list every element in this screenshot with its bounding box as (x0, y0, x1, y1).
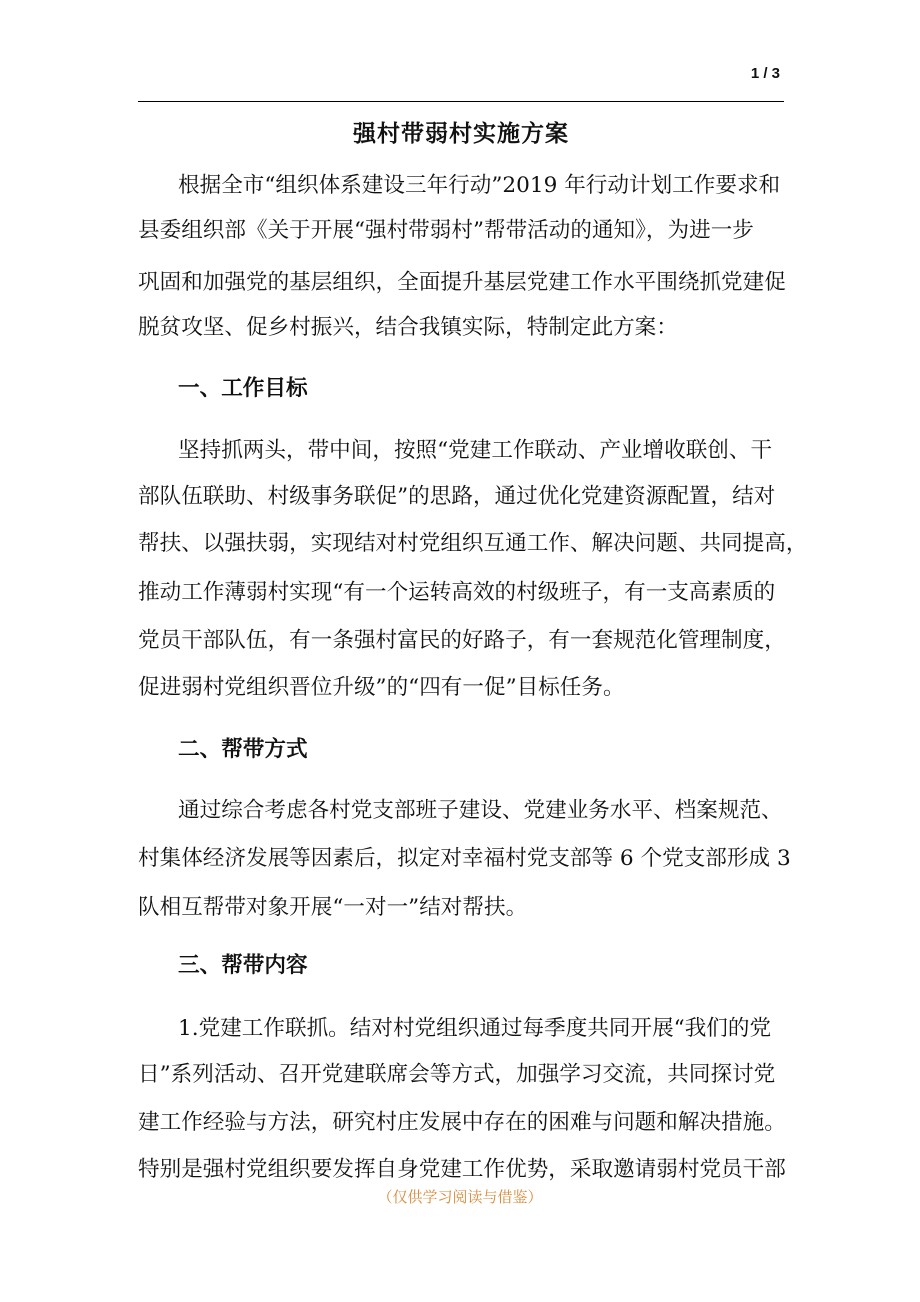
section-heading: 三、帮带内容 (178, 953, 308, 978)
section-line: 日”系列活动、召开党建联席会等方式，加强学习交流，共同探讨党 (138, 1062, 776, 1087)
section-line: 通过综合考虑各村党支部班子建设、党建业务水平、档案规范、 (178, 798, 783, 823)
footer-note: （仅供学习阅读与借鉴） (377, 1188, 543, 1206)
intro-line: 根据全市“组织体系建设三年行动”2019 年行动计划工作要求和 (178, 173, 781, 198)
section-line: 建工作经验与方法，研究村庄发展中存在的困难与问题和解决措施。 (138, 1110, 786, 1135)
section-heading: 一、工作目标 (178, 376, 308, 401)
section-line: 1.党建工作联抓。结对村党组织通过每季度共同开展“我们的党 (178, 1016, 772, 1041)
section-line: 党员干部队伍，有一条强村富民的好路子，有一套规范化管理制度， (138, 628, 786, 653)
section-line: 部队伍联助、村级事务联促”的思路，通过优化党建资源配置，结对 (138, 484, 776, 509)
document-title: 强村带弱村实施方案 (353, 120, 569, 147)
section-line: 帮扶、以强扶弱，实现结对村党组织互通工作、解决问题、共同提高， (138, 531, 808, 556)
header-rule (138, 101, 784, 102)
section-heading: 二、帮带方式 (178, 737, 308, 762)
intro-line: 脱贫攻坚、促乡村振兴，结合我镇实际，特制定此方案： (138, 315, 678, 340)
section-line: 特别是强村党组织要发挥自身党建工作优势，采取邀请弱村党员干部 (138, 1157, 786, 1182)
section-line: 推动工作薄弱村实现“有一个运转高效的村级班子，有一支高素质的 (138, 580, 776, 605)
section-line: 队相互帮带对象开展“一对一”结对帮扶。 (138, 895, 528, 920)
section-line: 促进弱村党组织晋位升级”的“四有一促”目标任务。 (138, 675, 625, 700)
intro-line: 县委组织部《关于开展“强村带弱村”帮带活动的通知》，为进一步 (138, 218, 754, 243)
intro-line: 巩固和加强党的基层组织，全面提升基层党建工作水平围绕抓党建促 (138, 270, 786, 295)
page-number: 1 / 3 (750, 65, 780, 82)
section-line: 村集体经济发展等因素后，拟定对幸福村党支部等 6 个党支部形成 3 (138, 846, 791, 871)
section-line: 坚持抓两头，带中间，按照“党建工作联动、产业增收联创、干 (178, 438, 773, 463)
